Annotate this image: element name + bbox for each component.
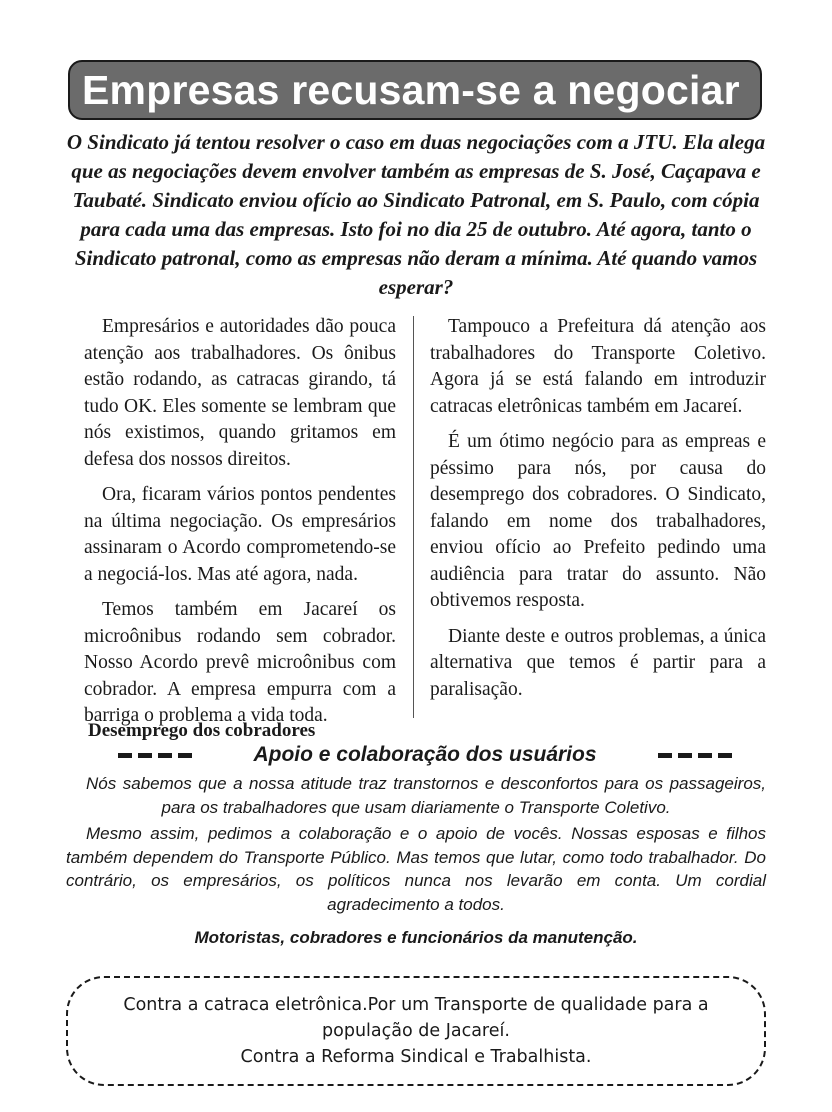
subhead: Desemprego dos cobradores — [88, 720, 316, 741]
appeal-paragraph-2: Mesmo assim, pedimos a colaboração e o apoio de vocês. Nossas esposas e filhos também dependem do Transporte Público. Mas temos que lutar, como todo trabalhador. Do contrário, os empresários, os políticos nunca nos levarão em conta. Um cordial agradecimento a todos. — [66, 824, 766, 914]
right-paragraph-2: É um ótimo negócio para as empreas e péssimo para nós, por causa do desemprego dos cobradores. O Sindicato, falando em nome dos trabalhadores, enviou ofício ao Prefeito pedindo uma audiência para tratar do assunto. Não obtivemos resposta. — [430, 431, 766, 611]
headline: Empresas recusam-se a negociar — [82, 66, 740, 113]
slogan-line-2: população de Jacareí. — [322, 1021, 510, 1041]
right-paragraph-1: Tampouco a Prefeitura dá atenção aos trabalhadores do Transporte Coletivo. Agora já se está falando em introduzir catracas eletrônicas também em Jacareí. — [430, 316, 766, 417]
left-dash-ornament — [118, 753, 192, 758]
slogan-line-3: Contra a Reforma Sindical e Trabalhista. — [240, 1047, 592, 1067]
left-paragraph-3: Temos também em Jacareí os microônibus rodando sem cobrador. Nosso Acordo prevê microônibus com cobrador. A empresa empurra com a barriga o problema a vida toda. — [84, 599, 396, 726]
left-paragraph-1: Empresários e autoridades dão pouca atenção aos trabalhadores. Os ônibus estão rodando, as catracas girando, tá tudo OK. Eles somente se lembram que nós existimos, quando gritamos em defesa dos nossos direitos. — [84, 316, 396, 470]
right-dash-ornament — [658, 753, 732, 758]
appeal-paragraph-1: Nós sabemos que a nossa atitude traz transtornos e desconfortos para os passageiros, para os trabalhadores que usam diariamente o Transporte Coletivo. — [86, 774, 766, 817]
slogan-box — [66, 976, 766, 1086]
right-paragraph-3: Diante deste e outros problemas, a única alternativa que temos é partir para a paralisação. — [430, 625, 766, 700]
slogan-line-1: Contra a catraca eletrônica.Por um Transporte de qualidade para a — [123, 995, 709, 1015]
column-divider — [413, 316, 414, 718]
left-column — [84, 314, 396, 739]
section-title-bar — [118, 740, 732, 770]
signature: Motoristas, cobradores e funcionários da manutenção. — [194, 928, 638, 947]
headline-banner — [68, 60, 762, 120]
section-title: Apoio e colaboração dos usuários — [253, 743, 597, 766]
right-column — [430, 314, 766, 712]
left-paragraph-2: Ora, ficaram vários pontos pendentes na última negociação. Os empresários assinaram o Acordo comprometendo-se a negociá-los. Mas até agora, nada. — [84, 484, 396, 585]
lead-paragraph: O Sindicato já tentou resolver o caso em duas negociações com a JTU. Ela alega que as negociações devem envolver também as empresas de S. José, Caçapava e Taubaté. Sindicato enviou ofício ao Sindicato Patronal, em S. Paulo, com cópia para cada uma das empresas. Isto foi no dia 25 de outubro. Até agora, tanto o Sindicato patronal, como as empresas não deram a mínima. Até quando vamos esperar? — [66, 130, 766, 299]
appeal-section — [66, 772, 766, 919]
